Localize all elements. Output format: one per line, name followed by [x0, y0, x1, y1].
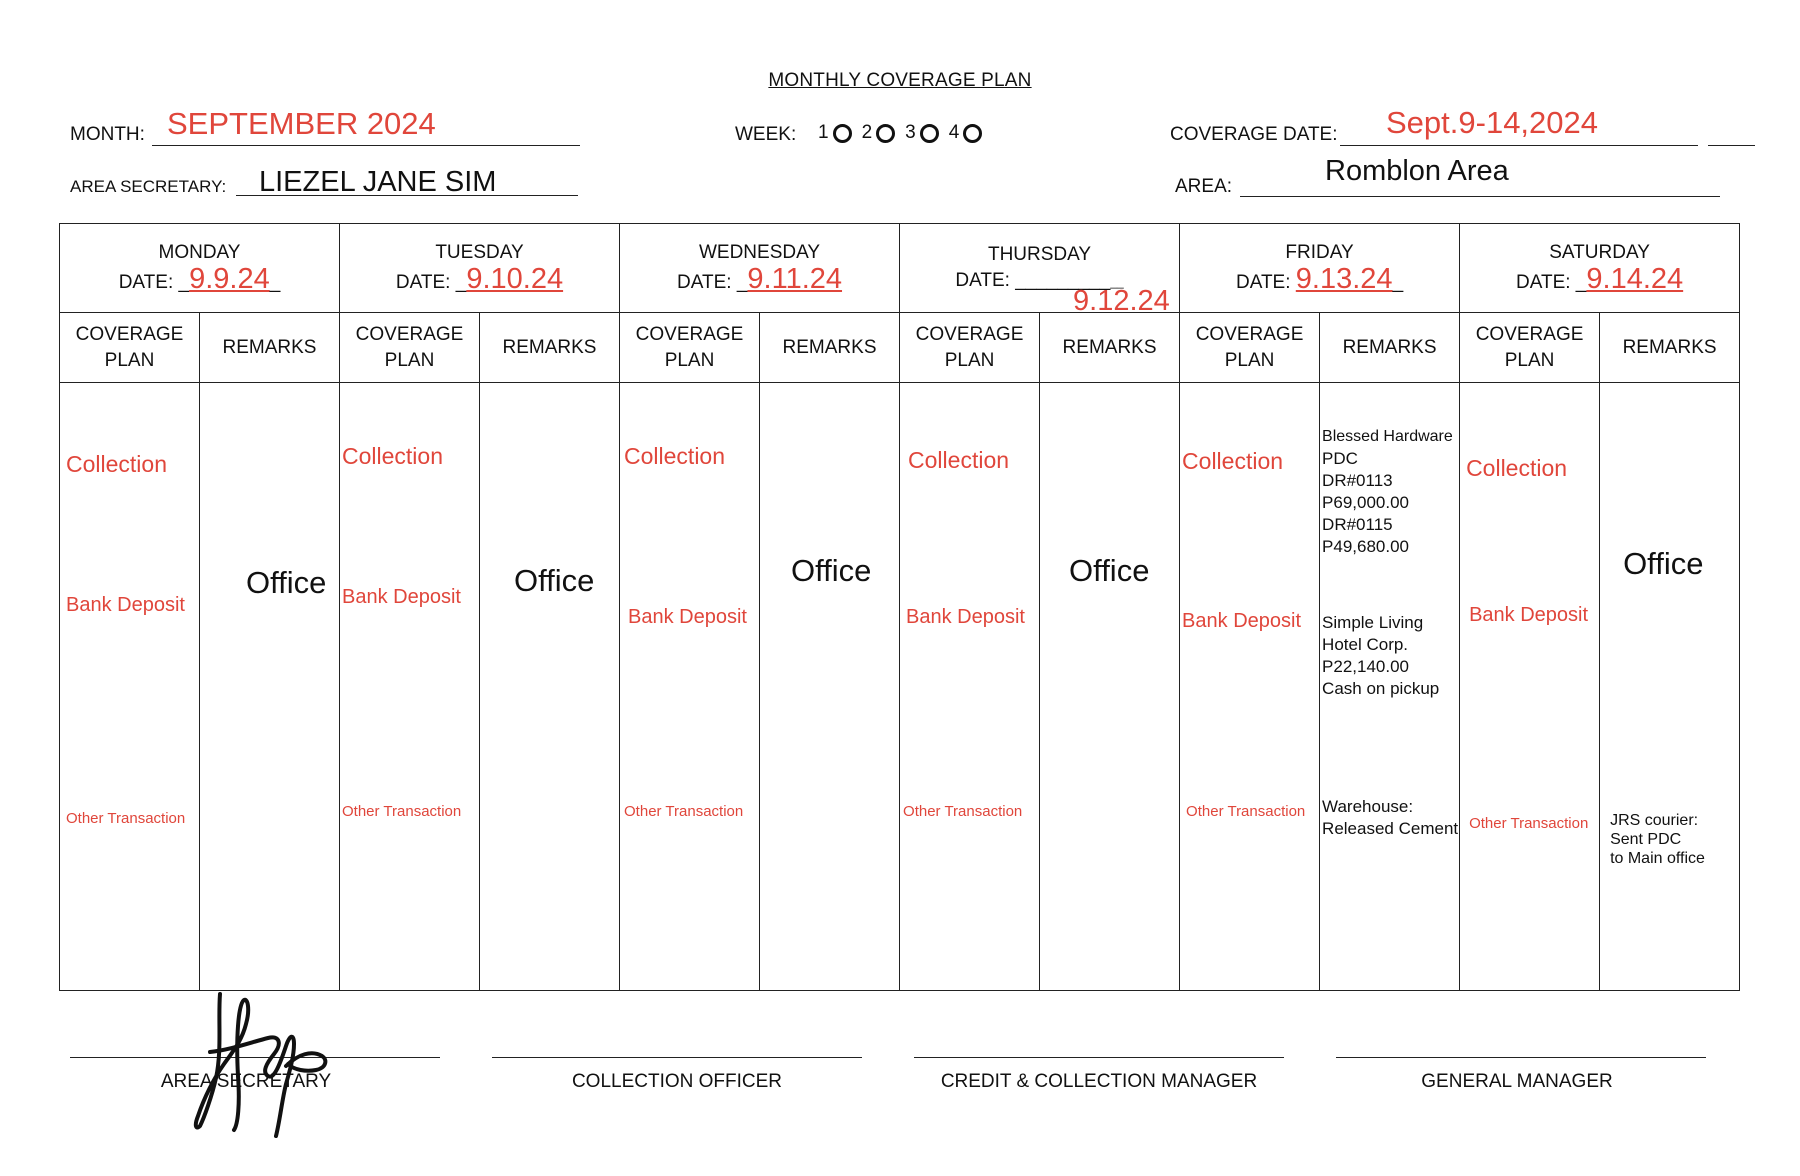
signature-line-credit-collection-manager — [914, 1057, 1284, 1058]
area-secretary-label: AREA SECRETARY: — [70, 177, 227, 196]
coverage-date-label: COVERAGE DATE: — [1170, 124, 1338, 145]
plan-other-transaction: Other Transaction — [1186, 803, 1306, 820]
month-value[interactable]: SEPTEMBER 2024 — [167, 106, 436, 141]
coverage-plan-cell-thursday[interactable] — [900, 383, 1040, 991]
day-name: TUESDAY — [435, 242, 524, 263]
date-label: DATE: — [118, 272, 174, 293]
coverage-plan-header: COVERAGE PLAN — [900, 313, 1040, 383]
date-label: DATE: — [1235, 272, 1291, 293]
day-name: SATURDAY — [1549, 242, 1650, 263]
remarks-note-blessed-hardware: Blessed Hardware PDC DR#0113 P69,000.00 DR#0115 P49,680.00 — [1322, 428, 1453, 556]
signature-label-area-secretary: AREA SECRETARY — [160, 1071, 332, 1092]
remarks-note-jrs-courier: JRS courier: Sent PDC to Main office — [1610, 812, 1705, 867]
week-option-1[interactable]: 1 — [818, 122, 829, 143]
remarks-office: Office — [791, 553, 872, 588]
remarks-note-simple-living: Simple Living Hotel Corp. P22,140.00 Cash on pickup — [1322, 613, 1440, 698]
plan-body-row — [60, 383, 1740, 991]
week-2-radio-icon[interactable] — [876, 124, 895, 143]
coverage-plan-table — [59, 223, 1740, 991]
remarks-header: REMARKS — [200, 313, 340, 383]
remarks-note-warehouse: Warehouse: Released Cement — [1322, 797, 1459, 838]
remarks-cell-monday[interactable] — [200, 383, 340, 991]
remarks-header: REMARKS — [760, 313, 900, 383]
day-header-tuesday: TUESDAY DATE: _9.10.24 — [340, 224, 620, 313]
remarks-office: Office — [1623, 546, 1704, 581]
day-name: THURSDAY — [987, 243, 1092, 265]
area-value[interactable]: Romblon Area — [1325, 155, 1509, 187]
area-label: AREA: — [1175, 176, 1233, 197]
remarks-cell-thursday[interactable] — [1040, 383, 1180, 991]
signature-label-collection-officer: COLLECTION OFFICER — [571, 1071, 783, 1092]
day-header-wednesday: WEDNESDAY DATE: _9.11.24 — [620, 224, 900, 313]
plan-other-transaction: Other Transaction — [342, 803, 462, 820]
month-underline — [152, 145, 580, 146]
coverage-plan-cell-wednesday[interactable] — [620, 383, 760, 991]
signature-line-collection-officer — [492, 1057, 862, 1058]
remarks-cell-saturday[interactable] — [1600, 383, 1740, 991]
week-1-radio-icon[interactable] — [833, 124, 852, 143]
coverage-plan-header: COVERAGE PLAN — [1460, 313, 1600, 383]
plan-other-transaction: Other Transaction — [624, 803, 744, 820]
remarks-cell-tuesday[interactable] — [480, 383, 620, 991]
remarks-header: REMARKS — [1600, 313, 1740, 383]
date-value[interactable]: 9.13.24 — [1295, 263, 1393, 295]
date-value[interactable]: 9.14.24 — [1586, 263, 1684, 295]
month-label: MONTH: — [70, 124, 145, 145]
signature-label-credit-collection-manager: CREDIT & COLLECTION MANAGER — [940, 1071, 1258, 1092]
plan-other-transaction: Other Transaction — [66, 810, 186, 827]
area-underline — [1240, 196, 1720, 197]
remarks-header: REMARKS — [1040, 313, 1180, 383]
handwritten-signature — [190, 980, 340, 1140]
coverage-date-underline — [1340, 145, 1698, 146]
remarks-cell-wednesday[interactable] — [760, 383, 900, 991]
coverage-date-value[interactable]: Sept.9-14,2024 — [1386, 105, 1599, 140]
plan-other-transaction: Other Transaction — [1469, 815, 1589, 832]
plan-bank-deposit: Bank Deposit — [66, 594, 185, 616]
plan-collection: Collection — [342, 443, 443, 469]
week-option-4[interactable]: 4 — [948, 122, 960, 143]
coverage-plan-cell-friday[interactable] — [1180, 383, 1320, 991]
signature-label-general-manager: GENERAL MANAGER — [1421, 1071, 1613, 1092]
plan-collection: Collection — [1182, 448, 1284, 474]
day-header-saturday: SATURDAY DATE: _9.14.24 — [1460, 224, 1740, 313]
remarks-office: Office — [1069, 553, 1150, 588]
form-title: MONTHLY COVERAGE PLAN — [768, 70, 1032, 91]
remarks-header: REMARKS — [480, 313, 620, 383]
coverage-plan-header: COVERAGE PLAN — [60, 313, 200, 383]
week-4-radio-icon[interactable] — [963, 124, 982, 143]
date-label: DATE: — [1515, 272, 1571, 293]
date-value[interactable]: 9.9.24 — [189, 263, 270, 295]
remarks-header: REMARKS — [1320, 313, 1460, 383]
day-name: MONDAY — [158, 242, 241, 263]
week-label: WEEK: — [735, 124, 797, 145]
coverage-plan-cell-tuesday[interactable] — [340, 383, 480, 991]
plan-bank-deposit: Bank Deposit — [1469, 604, 1589, 626]
plan-collection: Collection — [908, 447, 1010, 473]
plan-collection: Collection — [66, 451, 167, 477]
remarks-cell-friday[interactable] — [1320, 383, 1460, 991]
area-secretary-value[interactable]: LIEZEL JANE SIM — [259, 166, 497, 198]
plan-bank-deposit: Bank Deposit — [906, 606, 1025, 628]
plan-bank-deposit: Bank Deposit — [628, 606, 747, 628]
date-label: DATE: — [395, 272, 451, 293]
day-header-friday: FRIDAY DATE: 9.13.24_ — [1180, 224, 1460, 313]
plan-collection: Collection — [624, 443, 726, 469]
coverage-date-underline-tail — [1708, 145, 1755, 146]
day-header-thursday: THURSDAY DATE: ___________ 9.12.24 — [900, 224, 1180, 313]
day-header-row — [60, 224, 1740, 313]
date-label: DATE: — [955, 269, 1010, 291]
column-header-row — [60, 313, 1740, 383]
plan-collection: Collection — [1466, 455, 1568, 481]
week-option-2[interactable]: 2 — [861, 122, 873, 143]
date-value[interactable]: 9.10.24 — [466, 263, 564, 295]
plan-bank-deposit: Bank Deposit — [1182, 610, 1302, 632]
day-header-monday: MONDAY DATE: _9.9.24_ — [60, 224, 340, 313]
coverage-plan-cell-monday[interactable] — [60, 383, 200, 991]
coverage-plan-header: COVERAGE PLAN — [340, 313, 480, 383]
date-value[interactable]: 9.12.24 — [1073, 285, 1170, 317]
week-option-3[interactable]: 3 — [905, 122, 916, 143]
plan-bank-deposit: Bank Deposit — [342, 586, 461, 608]
coverage-plan-cell-saturday[interactable] — [1460, 383, 1600, 991]
coverage-plan-header: COVERAGE PLAN — [1180, 313, 1320, 383]
plan-other-transaction: Other Transaction — [903, 803, 1023, 820]
remarks-office: Office — [246, 565, 327, 600]
signature-line-general-manager — [1336, 1057, 1706, 1058]
week-3-radio-icon[interactable] — [920, 124, 939, 143]
day-name: FRIDAY — [1285, 242, 1354, 263]
remarks-office: Office — [514, 563, 595, 598]
day-name: WEDNESDAY — [698, 242, 821, 263]
week-options[interactable] — [818, 122, 988, 144]
date-label: DATE: — [677, 272, 732, 293]
date-value[interactable]: 9.11.24 — [747, 263, 843, 295]
coverage-plan-header: COVERAGE PLAN — [620, 313, 760, 383]
